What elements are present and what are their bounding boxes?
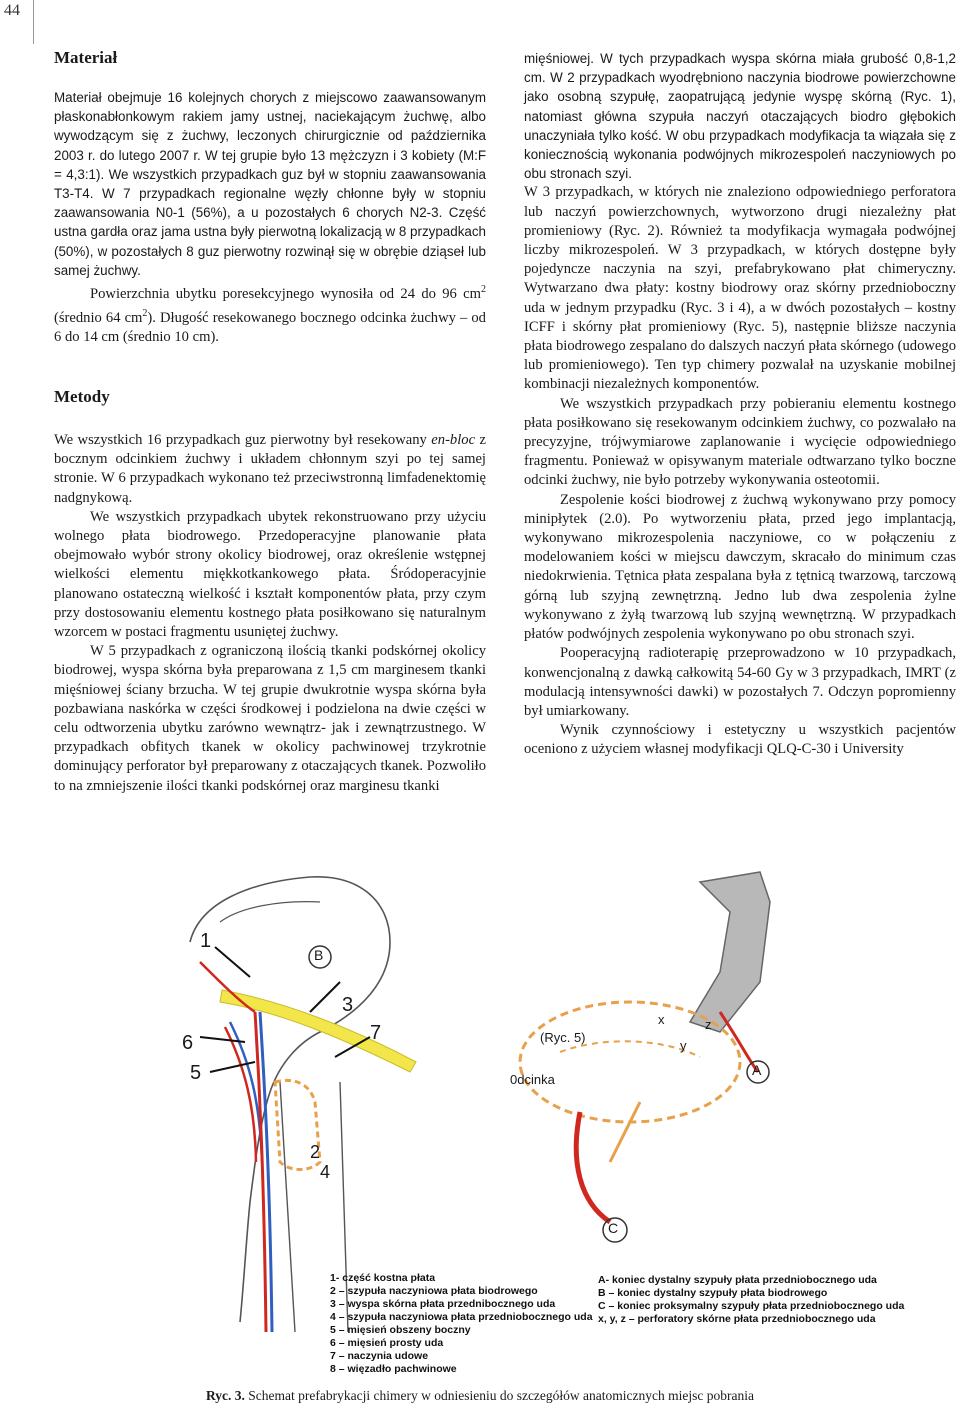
figure-caption xyxy=(0,1388,960,1404)
legend-left-item: 6 – mięsień prosty uda xyxy=(330,1337,444,1349)
heading-material: Materiał xyxy=(54,48,118,67)
inguinal-ligament xyxy=(220,990,416,1072)
page-number: 44 xyxy=(4,2,20,19)
label-A: A xyxy=(752,1062,762,1078)
label-C: C xyxy=(608,1220,619,1236)
left-column-methods xyxy=(54,431,486,796)
label-x: x xyxy=(658,1012,665,1027)
pedicle-to-C xyxy=(576,1112,610,1222)
legend-left xyxy=(330,1272,593,1376)
right-paragraph-5: Wynik czynnościowy i estetyczny u wszystkich pacjentów oceniono z użyciem własnej modyfikacji QLQ-C-30 i University xyxy=(524,722,956,758)
label-4: 4 xyxy=(320,1162,331,1182)
label-5: 5 xyxy=(190,1062,202,1084)
right-paragraph-1b: W 3 przypadkach, w których nie znaleziono odpowiedniego perforatora lub naczyń powierzchownych, wytworzono drugi niezależny płat promieniowy (Ryc. 2). Również ta modyfikacja wymagała podwójnej liczby mikrozespoleń. W 3 przypadkach, w których dostępne były pojedyncze naczynia na szyi, prefabrykowano płat chimeryczny. Wytwarzano dwa płaty: kostny biodrowy oraz skórny przednioboczny uda w jednym przypadku (Ryc. 3 i 4), a w dwóch pozostałych – kostny ICFF i skórny płat promieniowy (Ryc. 5), następnie bliższe naczynia płata biodrowego zespalano do dalszych naczyń płata skórnego (udowego lub promieniowego). Ten typ chimery pozwalał na uzyskanie mobilnej kombinacji niezależnych komponentów. xyxy=(524,184,956,393)
legend-left-item: 1- część kostna płata xyxy=(330,1272,436,1284)
right-paragraph-2: We wszystkich przypadkach przy pobieraniu elementu kostnego płata posiłkowano się resekowanym odcinkiem żuchwy, co pozwalało na precyzyjne, trójwymiarowe zaplanowanie i wycięcie odpowiedniego fragmentu. Ponieważ w opisywanym materiale odtwarzano tylko boczne odcinki żuchwy, nie było potrzeby wykonywania osteotomii. xyxy=(524,395,956,489)
iliac-bone-graft xyxy=(690,872,770,1032)
label-1: 1 xyxy=(200,930,212,952)
caption-text: Schemat prefabrykacji chimery w odniesieniu do szczegółów anatomicznych miejsc pobrania xyxy=(244,1388,754,1403)
metody-paragraph-1: We wszystkich 16 przypadkach guz pierwotny był resekowany en-bloc z bocznym odcinkiem żuchwy i układem chłonnym szyi po tej samej stronie. W 6 przypadkach wykonano też przeciwstronną limfadenektomię nadgnykową. xyxy=(54,432,486,506)
legend-left-item: 2 – szypuła naczyniowa płata biodrowego xyxy=(330,1285,538,1297)
legend-right-item: B – koniec dystalny szypuły płata biodrowego xyxy=(598,1287,828,1299)
material-paragraph-1: Materiał obejmuje 16 kolejnych chorych z miejscowo zaawansowanym płaskonabłonkowym rakiem jamy ustnej, naciekającym żuchwę, albo wywodzącym się z żuchwy, leczonych chirurgicznie od października 2003 r. do lutego 2007 r. W tej grupie było 13 mężczyzn i 3 kobiety (M:F = 4,3:1). We wszystkich przypadkach guz był w stopniu zaawansowania T3-T4. W 7 przypadkach regionalne węzły chłonne były w stopniu zaawansowania N0-1 (56%), a u pozostałych 6 chorych N2-3. Część ustna gardła oraz jama ustna były pierwotną lokalizacją w 8 przypadkach (50%), w pozostałych 8 guz pierwotny rozwinął się w obrębie dziąseł lub samej żuchwy. xyxy=(54,90,486,278)
label-6: 6 xyxy=(182,1032,194,1054)
legend-left-item: 8 – więzadło pachwinowe xyxy=(330,1363,457,1375)
figure-chimera-schematic xyxy=(160,862,905,1384)
legend-left-item: 7 – naczynia udowe xyxy=(330,1350,429,1362)
right-paragraph-1a: mięśniowej. W tych przypadkach wyspa skórna miała grubość 0,8-1,2 cm. W 2 przypadkach wyodrębniono naczynia biodrowe powierzchowne jako osobną szypułę, zaopatrującą jedynie wyspę skórną (Ryc. 1), natomiast główna szypuła naczyń otaczających biodro głębokich unaczyniała tylko kość. W obu przypadkach modyfikacja ta wiązała się z koniecznością wykonania podwójnych mikrozespoleń naczyniowych po obu stronach szyi. xyxy=(524,51,956,182)
legend-right-item: C – koniec proksymalny szypuły płata przedniobocznego uda xyxy=(598,1300,905,1312)
left-column xyxy=(54,88,486,347)
label-ryc: (Ryc. 5) xyxy=(540,1030,586,1045)
label-3: 3 xyxy=(342,994,354,1016)
label-ocinka: 0dcinka xyxy=(510,1072,555,1087)
caption-label: Ryc. 3. xyxy=(206,1388,245,1403)
metody-paragraph-3: W 5 przypadkach z ograniczoną ilością tkanki podskórnej okolicy biodrowej, wyspa skórna była preparowana z 1,5 cm marginesem tkanki mięśniowej ściany brzucha. W tej grupie dwukrotnie wyspa skórna była pozbawiana naskórka w części środkowej i podzielona na dwie części w celu odtworzenia ubytku zarówno wewnątrz- jak i zewnątrzustnego. W przypadkach obfitych tkanek w okolicy pachwinowej trzykrotnie dominujący perforator był preparowany z otaczających tkanek. Pozwoliło to na zmniejszenie ilości tkanki podskórnej oraz marginesu tkanki xyxy=(54,643,486,794)
label-y: y xyxy=(680,1038,687,1053)
material-paragraph-2: Powierzchnia ubytku poresekcyjnego wynosiła od 24 do 96 $cm^2$ (średnio 64 $cm^2$). Długość resekowanego bocznego odcinka żuchwy – od 6 do 14 cm (średnio 10 cm). xyxy=(54,284,486,346)
metody-paragraph-2: We wszystkich przypadkach ubytek rekonstruowano przy użyciu wolnego płata biodrowego. Przedoperacyjne planowanie płata obejmowało wybór strony okolicy biodrowej, oraz określenie wstępnej wielkości elementu miękkotkankowego płata. Śródoperacyjnie planowano ostateczną wielkość i kształt komponentów płata, przy czym przy dostosowaniu elementu kostnego płata posiłkowano się naturalnym wzorcem w postaci fragmentu usuniętej żuchwy. xyxy=(54,508,486,641)
right-paragraph-4: Pooperacyjną radioterapię przeprowadzono w 10 przypadkach, konwencjonalną z dawką całkowitą 54-60 Gy w 3 przypadkach, IMRT (z modulacją intensywności dawki) w pozostałych 7. Odczyn popromienny był umiarkowany. xyxy=(524,645,956,719)
legend-right-item: A- koniec dystalny szypuły płata przedniobocznego uda xyxy=(598,1274,877,1286)
label-2: 2 xyxy=(310,1142,321,1162)
legend-right-item: x, y, z – perforatory skórne płata przedniobocznego uda xyxy=(598,1313,876,1325)
label-7: 7 xyxy=(370,1022,382,1044)
right-paragraph-3: Zespolenie kości biodrowej z żuchwą wykonywano przy pomocy minipłytek (2.0). Po wytworzeniu płata, przed jego implantacją, wykonywano mikrozespolenia naczyniowe, co w połączeniu z modelowaniem kości w miejscu dawczym, skracało do minimum czas niedokrwienia. Tętnica płata zespalana była z tętnicą twarzową, tarczową górną lub szyjną zewnętrzną. Jedno lub dwa zespolenia żylne wykonywano z żyłą twarzową lub szyjną wewnętrzną. W przypadkach płatów podwójnych zespolenia wykonywano po obu stronach szyi. xyxy=(524,491,956,643)
red-vessel-1 xyxy=(255,1012,266,1332)
page-number-rule xyxy=(33,0,34,44)
label-z: z xyxy=(705,1017,712,1032)
legend-left-item: 3 – wyspa skórna płata przednibocznego uda xyxy=(330,1298,556,1310)
legend-right xyxy=(598,1274,904,1326)
label-B: B xyxy=(314,947,324,963)
right-column xyxy=(524,49,956,760)
legend-left-item: 4 – szypuła naczyniowa płata przedniobocznego uda xyxy=(330,1311,593,1323)
heading-metody: Metody xyxy=(54,387,110,406)
legend-left-item: 5 – mięsień obszeny boczny xyxy=(330,1324,471,1336)
